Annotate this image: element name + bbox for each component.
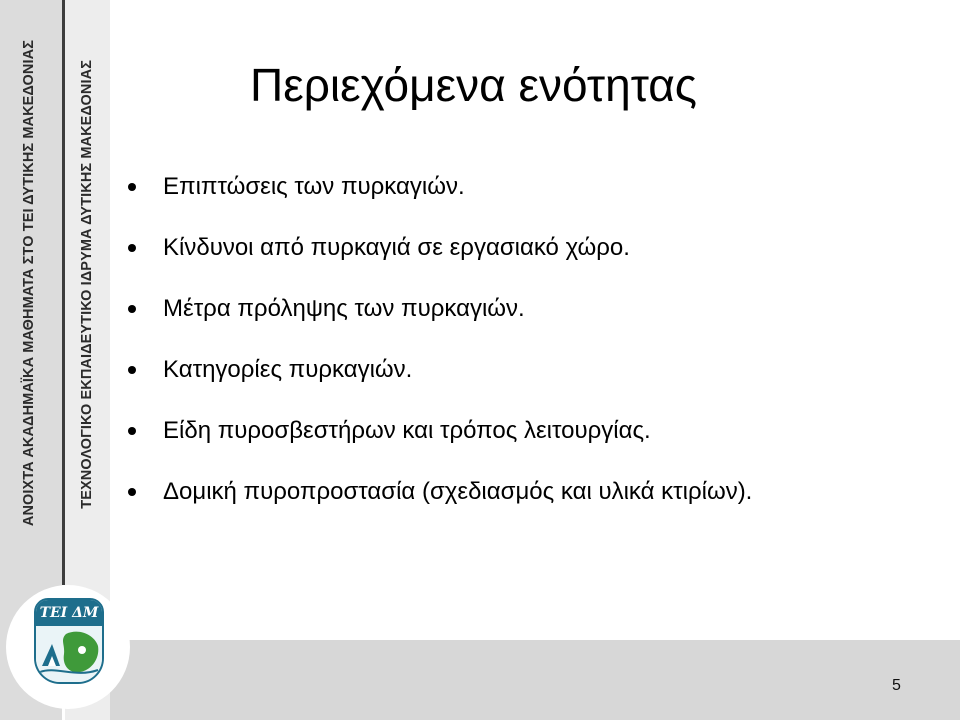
- bullet-text: Είδη πυροσβεστήρων και τρόπος λειτουργίας.: [163, 417, 651, 444]
- page-number: 5: [892, 677, 901, 694]
- sidebar-label-primary: ΑΝΟΙΧΤΑ ΑΚΑΔΗΜΑΪΚΑ ΜΑΘΗΜΑΤΑ ΣΤΟ ΤΕΙ ΔΥΤΙΚΗΣ ΜΑΚΕΔΟΝΙΑΣ: [21, 40, 37, 527]
- bullet-text: Επιπτώσεις των πυρκαγιών.: [163, 173, 465, 200]
- logo-text: ΤΕΙ ΔΜ: [36, 600, 102, 626]
- bullet-icon: [128, 183, 136, 191]
- bullet-text: Μέτρα πρόληψης των πυρκαγιών.: [163, 295, 525, 322]
- slide-title: Περιεχόμενα ενότητας: [250, 59, 697, 111]
- bullet-icon: [128, 244, 136, 252]
- bullet-icon: [128, 427, 136, 435]
- sidebar-label-secondary: ΤΕΧΝΟΛΟΓΙΚΟ ΕΚΠΑΙΔΕΥΤΙΚΟ ΙΔΡΥΜΑ ΔΥΤΙΚΗΣ ΜΑΚΕΔΟΝΙΑΣ: [79, 60, 95, 509]
- tei-logo-icon: [34, 598, 104, 684]
- bullet-text: Κίνδυνοι από πυρκαγιά σε εργασιακό χώρο.: [163, 234, 630, 261]
- bullet-icon: [128, 305, 136, 313]
- bullet-text: Δομική πυροπροστασία (σχεδιασμός και υλικά κτιρίων).: [163, 478, 753, 505]
- bullet-icon: [128, 366, 136, 374]
- bullet-text: Κατηγορίες πυρκαγιών.: [163, 356, 413, 383]
- footer-bar: [110, 640, 960, 720]
- logo-emblem: [36, 626, 102, 682]
- bullet-icon: [128, 488, 136, 496]
